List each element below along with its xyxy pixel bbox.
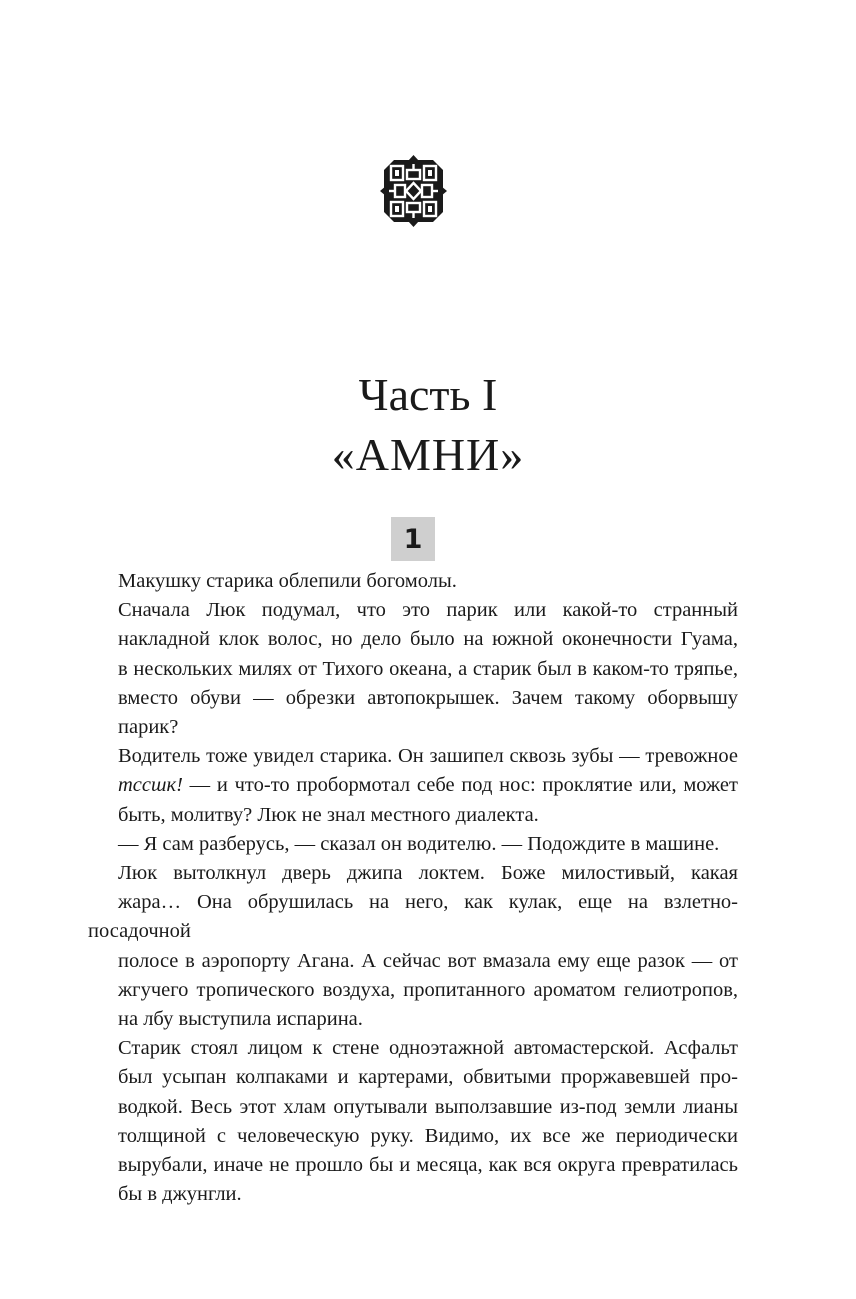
paragraph xyxy=(88,742,738,830)
part-title: Часть I xyxy=(358,369,498,420)
text-line: быть, молитву? Люк не знал местного диалекта. xyxy=(118,803,539,826)
text-line: вместо обуви — обрезки автопокрышек. Зачем такому оборвышу xyxy=(118,686,738,709)
text-line: Люк вытолкнул дверь джипа локтем. Боже милостивый, какая xyxy=(118,862,738,885)
text-line: парик? xyxy=(118,716,179,739)
text-line: накладной клок волос, но дело было на южной оконечности Гуама, xyxy=(118,628,738,651)
text-line: полосе в аэропорту Агана. А сейчас вот вмазала ему еще разок — от xyxy=(118,949,738,972)
text-line: Водитель тоже увидел старика. Он зашипел сквозь зубы — тревожное xyxy=(118,745,738,768)
text-line: Старик стоял лицом к стене одноэтажной автомастерской. Асфальт xyxy=(118,1037,738,1060)
text-line xyxy=(88,771,738,800)
celtic-knot-ornament-icon xyxy=(380,155,447,227)
paragraph xyxy=(88,1034,738,1209)
text-line: на лбу выступила испарина. xyxy=(118,1008,363,1031)
text-line: толщиной с человеческую руку. Видимо, их все же периодически xyxy=(118,1124,738,1147)
text-line: в нескольких милях от Тихого океана, а старик был в каком-то тряпье, xyxy=(118,657,738,680)
body-text xyxy=(88,567,738,1209)
chapter-number: 1 xyxy=(403,523,423,555)
text-line: водкой. Весь этот хлам опутывали выползавшие из-под земли лианы xyxy=(118,1095,738,1118)
italic-onomatopoeia: тссшк! xyxy=(118,774,183,797)
text-line: бы в джунгли. xyxy=(118,1183,242,1206)
text-line: жара… Она обрушилась на него, как кулак, еще на взлетно-посадочной xyxy=(88,891,738,943)
text-fragment: — и что-то пробормотал себе под нос: проклятие или, может xyxy=(182,774,738,797)
text-line: жгучего тропического воздуха, пропитанного ароматом гелиотропов, xyxy=(118,978,738,1001)
part-subtitle: «АМНИ» xyxy=(331,429,525,480)
paragraph xyxy=(88,859,738,1034)
chapter-number-badge xyxy=(391,517,435,561)
text-line: был усыпан колпаками и картерами, обвитыми проржавевшей про- xyxy=(118,1066,738,1089)
text-line: Сначала Люк подумал, что это парик или какой-то странный xyxy=(118,599,738,622)
paragraph xyxy=(88,596,738,742)
paragraph xyxy=(88,567,738,596)
text-line: вырубали, иначе не прошло бы и месяца, как вся округа превратилась xyxy=(118,1154,738,1177)
text-line: Макушку старика облепили богомолы. xyxy=(118,570,457,592)
text-line: — Я сам разберусь, — сказал он водителю. — Подождите в машине. xyxy=(118,832,720,855)
paragraph xyxy=(88,830,738,859)
